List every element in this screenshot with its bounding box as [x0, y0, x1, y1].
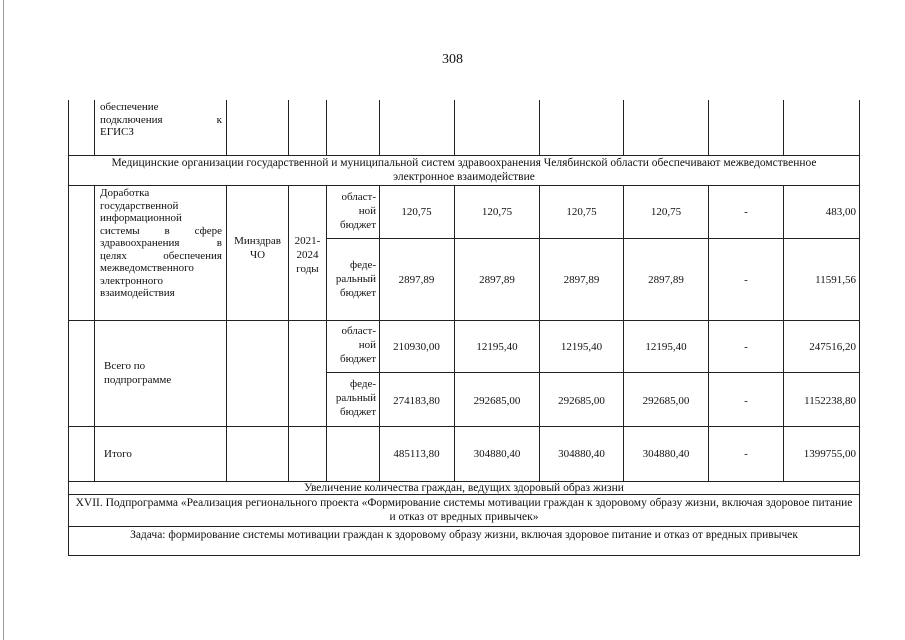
column-rule — [454, 100, 455, 155]
table-rule — [68, 320, 860, 321]
value-cell: 247516,20 — [809, 341, 856, 353]
value-cell: 304880,40 — [473, 448, 521, 460]
item-name-line: обеспечение — [100, 101, 159, 113]
subtotal-label: Всего по подпрограмме — [104, 360, 172, 386]
column-rule — [539, 185, 540, 481]
total-label: Итого — [104, 448, 132, 460]
value-cell: 2897,89 — [563, 274, 600, 286]
value-cell: - — [744, 448, 748, 460]
subprogram-header: XVII. Подпрограмма «Реализация регионального проекта «Формирование системы мотивации граждан к здоровому образу жизни, включая здоровое питание и отказ от вредных привычек» — [75, 497, 853, 523]
item-name-line: системы в сфере — [100, 224, 222, 237]
value-cell: 2897,89 — [398, 274, 435, 286]
section-header: Увеличение количества граждан, ведущих здоровый образ жизни — [304, 482, 624, 494]
column-rule — [94, 100, 95, 155]
value-cell: 292685,00 — [558, 395, 605, 407]
item-name-egisz — [100, 101, 222, 139]
table-rule — [68, 555, 860, 556]
column-rule — [379, 100, 380, 155]
value-cell: 292685,00 — [642, 395, 690, 407]
table-rule — [68, 185, 860, 186]
value-cell: - — [744, 206, 748, 218]
table-rule — [68, 426, 860, 427]
value-cell: 12195,40 — [560, 341, 603, 353]
item-name-line: информационной — [100, 212, 182, 224]
value-cell: 12195,40 — [476, 341, 518, 353]
value-cell: 2897,89 — [479, 274, 515, 286]
column-rule — [783, 100, 784, 155]
column-rule — [288, 185, 289, 481]
value-cell: 304880,40 — [558, 448, 605, 460]
item-name-line: целях обеспечения — [100, 249, 222, 262]
column-rule — [226, 100, 227, 155]
value-cell: 2897,89 — [648, 274, 684, 286]
budget-type: феде-ральный бюджет — [335, 378, 376, 418]
item-name-line: здравоохранения в — [100, 237, 222, 249]
value-cell: 120,75 — [401, 206, 432, 218]
value-cell: 1152238,80 — [804, 395, 856, 407]
column-rule — [288, 100, 289, 155]
column-rule — [708, 100, 709, 155]
value-cell: 12195,40 — [645, 341, 687, 353]
budget-table — [68, 100, 860, 556]
column-rule — [623, 185, 624, 481]
value-cell: - — [744, 395, 748, 407]
value-cell: 485113,80 — [393, 448, 440, 460]
budget-type: област-ной бюджет — [340, 191, 376, 231]
table-rule — [68, 155, 860, 156]
item-name-line: электронного — [100, 274, 164, 287]
item-name-line: Доработка — [100, 187, 150, 199]
value-cell: 120,75 — [650, 206, 682, 218]
task-text: Задача: формирование системы мотивации граждан к здоровому образу жизни, включая здоровое питание и отказ от вредных привычек — [130, 529, 798, 541]
value-cell: 1399755,00 — [803, 448, 856, 460]
value-cell: 304880,40 — [642, 448, 690, 460]
column-rule — [539, 100, 540, 155]
item-name-line: межведомственного — [100, 262, 194, 274]
column-rule — [454, 185, 455, 481]
item-name-line: к — [216, 113, 222, 126]
value-cell: - — [744, 341, 748, 353]
column-rule — [226, 185, 227, 481]
table-rule — [326, 372, 860, 373]
value-cell: 11591,56 — [815, 274, 856, 286]
column-rule — [326, 185, 327, 481]
scan-edge-line — [3, 0, 4, 640]
budget-type: област-ной бюджет — [340, 325, 376, 365]
column-rule — [708, 185, 709, 481]
table-rule — [68, 526, 860, 527]
executor: Минздрав ЧО — [234, 235, 281, 261]
value-cell: 274183,80 — [393, 395, 440, 407]
value-cell: 483,00 — [825, 206, 856, 218]
column-rule — [379, 185, 380, 481]
value-cell: 120,75 — [566, 206, 597, 218]
budget-type: феде-ральный бюджет — [335, 259, 376, 299]
column-rule — [94, 185, 95, 481]
item-name-line: государственной — [100, 199, 179, 212]
item-name-line: ЕГИСЗ — [100, 126, 134, 138]
column-rule — [783, 185, 784, 481]
value-cell: 120,75 — [481, 206, 513, 218]
column-rule — [623, 100, 624, 155]
column-rule — [326, 100, 327, 155]
value-cell: - — [744, 274, 748, 286]
table-rule — [326, 238, 860, 239]
period: 2021-2024 годы — [294, 235, 321, 275]
item-name-line: подключения — [100, 113, 163, 126]
item-name-dorabotka — [100, 187, 222, 300]
value-cell: 210930,00 — [393, 341, 440, 353]
page-number: 308 — [442, 52, 463, 67]
value-cell: 292685,00 — [473, 395, 521, 407]
item-name-line: взаимодействия — [100, 287, 175, 299]
section-header: Медицинские организации государственной и муниципальной систем здравоохранения Челябинской области обеспечивают межведомственное электронное взаимодействие — [111, 157, 817, 183]
